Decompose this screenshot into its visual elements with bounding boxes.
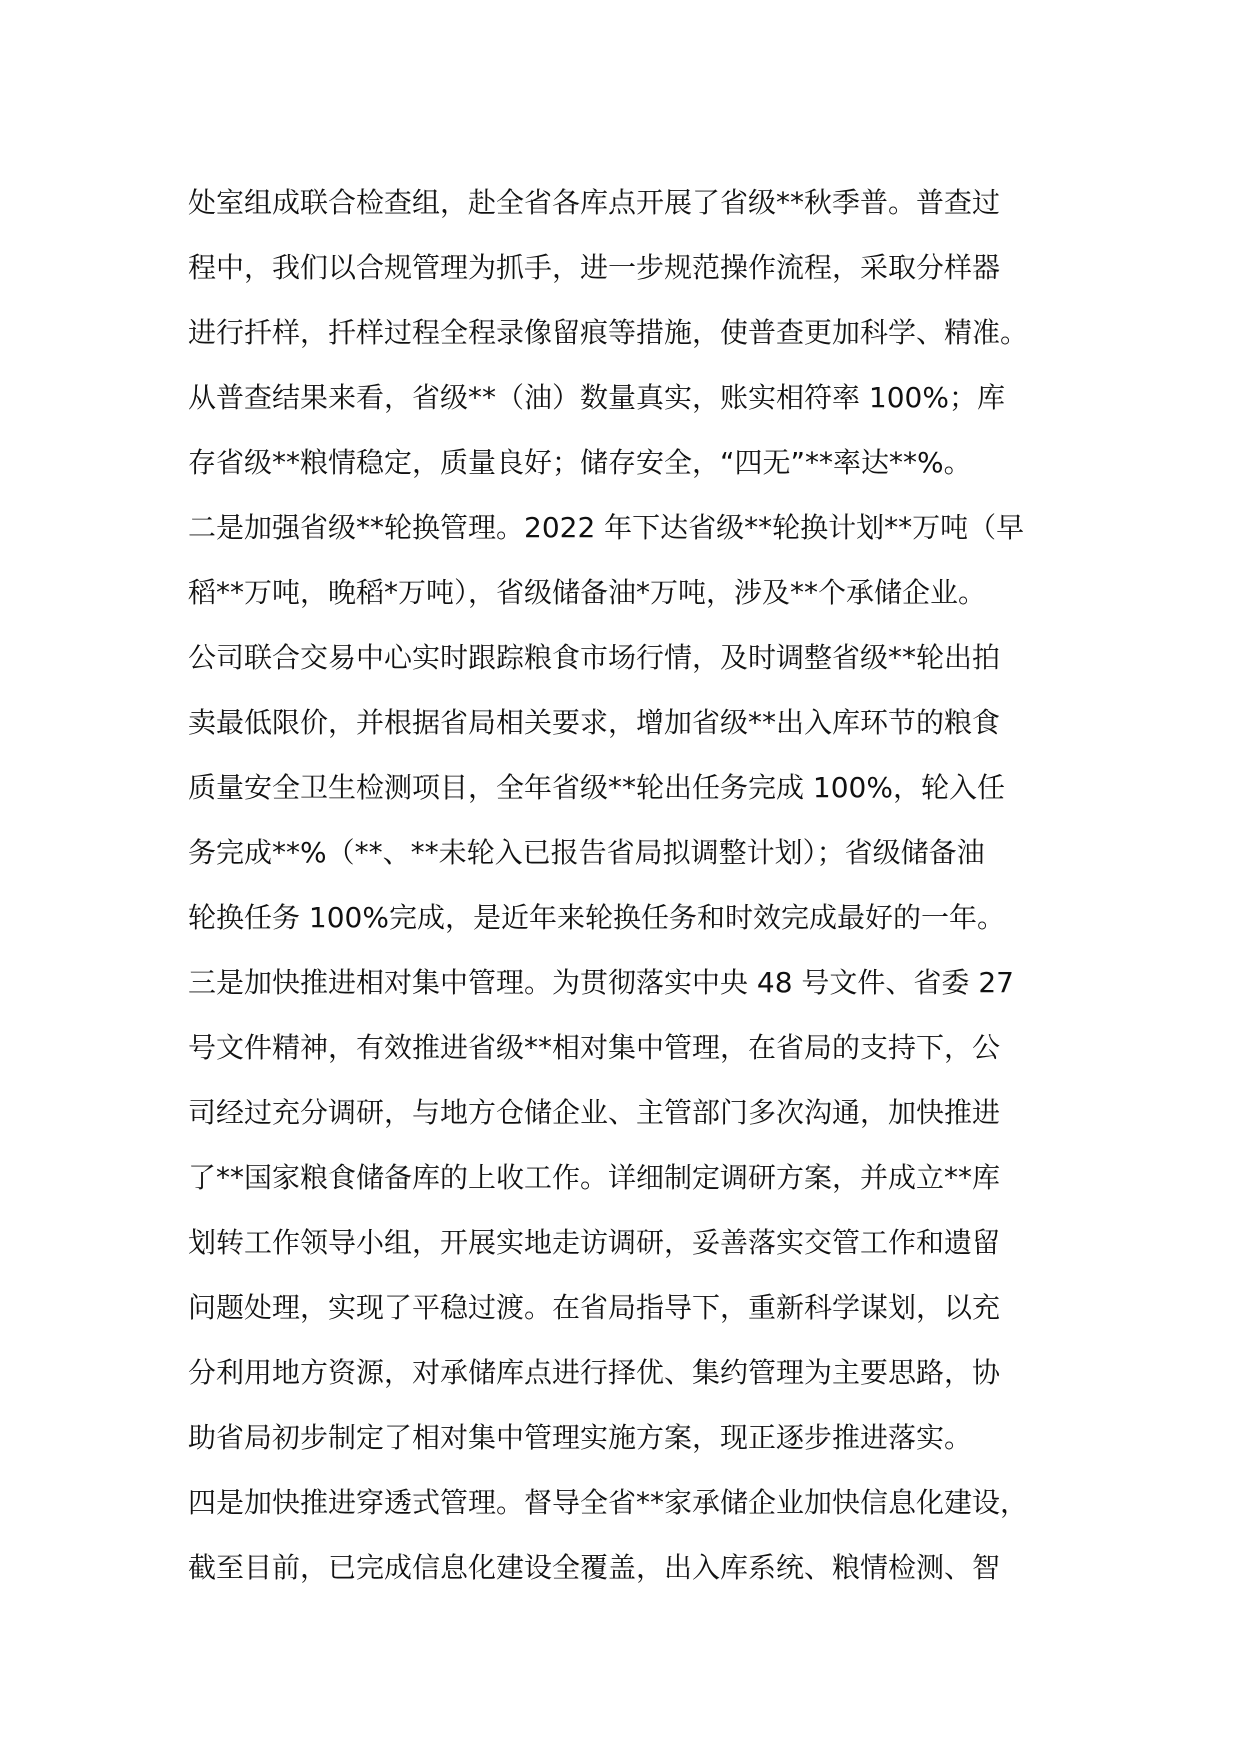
text-line: 号文件精神，有效推进省级**相对集中管理，在省局的支持下，公 [188, 1031, 1001, 1064]
text-line: 四是加快推进穿透式管理。督导全省**家承储企业加快信息化建设， [188, 1486, 1029, 1519]
text-line: 二是加强省级**轮换管理。2022 年下达省级**轮换计划**万吨（早 [188, 511, 1025, 544]
text-line: 司经过充分调研，与地方仓储企业、主管部门多次沟通，加快推进 [188, 1096, 1001, 1129]
text-line: 公司联合交易中心实时跟踪粮食市场行情，及时调整省级**轮出拍 [188, 641, 1001, 674]
text-line: 稻**万吨，晚稻*万吨），省级储备油*万吨，涉及**个承储企业。 [188, 576, 987, 609]
text-line: 三是加快推进相对集中管理。为贯彻落实中央 48 号文件、省委 27 [188, 966, 1014, 999]
text-line: 进行扦样，扦样过程全程录像留痕等措施，使普查更加科学、精准。 [188, 316, 1029, 349]
text-line: 程中，我们以合规管理为抓手，进一步规范操作流程，采取分样器 [188, 251, 1001, 284]
text-line: 问题处理，实现了平稳过渡。在省局指导下，重新科学谋划，以充 [188, 1291, 1001, 1324]
text-line: 务完成**%（**、**未轮入已报告省局拟调整计划）；省级储备油 [188, 836, 985, 869]
text-line: 轮换任务 100%完成，是近年来轮换任务和时效完成最好的一年。 [188, 901, 1005, 934]
text-line: 卖最低限价，并根据省局相关要求，增加省级**出入库环节的粮食 [188, 706, 1001, 739]
text-line: 了**国家粮食储备库的上收工作。详细制定调研方案，并成立**库 [188, 1161, 1001, 1194]
text-line: 助省局初步制定了相对集中管理实施方案，现正逐步推进落实。 [188, 1421, 973, 1454]
text-line: 处室组成联合检查组，赴全省各库点开展了省级**秋季普。普查过 [188, 186, 1001, 219]
text-line: 截至目前，已完成信息化建设全覆盖，出入库系统、粮情检测、智 [188, 1551, 1001, 1584]
text-line: 从普查结果来看，省级**（油）数量真实，账实相符率 100%；库 [188, 381, 1005, 414]
text-line: 划转工作领导小组，开展实地走访调研，妥善落实交管工作和遗留 [188, 1226, 1001, 1259]
document-page [188, 170, 1088, 1600]
text-line: 存省级**粮情稳定，质量良好；储存安全，“四无”**率达**%。 [188, 446, 972, 479]
text-line: 分利用地方资源，对承储库点进行择优、集约管理为主要思路，协 [188, 1356, 1001, 1389]
text-line: 质量安全卫生检测项目，全年省级**轮出任务完成 100%，轮入任 [188, 771, 1005, 804]
